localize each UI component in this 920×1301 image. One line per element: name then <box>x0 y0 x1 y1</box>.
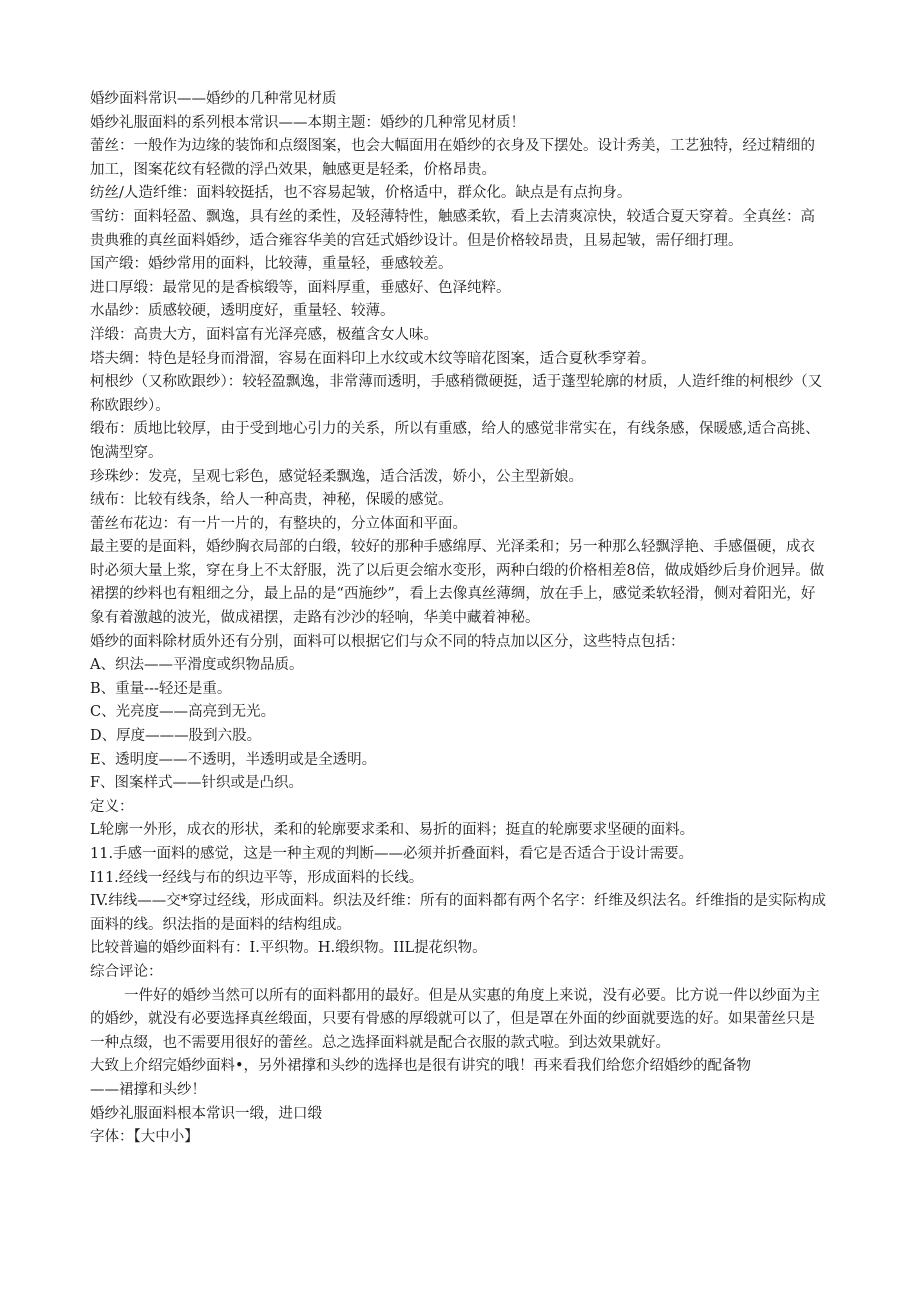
paragraph-features-intro: 婚纱的面料除材质外还有分别，面料可以根据它们与众不同的特点加以区分，这些特点包括： <box>90 633 685 650</box>
paragraph-lace-trim: 蕾丝布花边：有一片一片的，有整块的，分立体面和平面。 <box>90 515 467 532</box>
paragraph-crystal-yarn: 水晶纱：质感较硬，透明度好，重量轻、较薄。 <box>90 303 395 320</box>
definition-item-1: L轮廓一外形，成衣的形状，柔和的轮廓要求柔和、易折的面料；挺直的轮廓要求坚硬的面料。 <box>90 822 695 839</box>
review-paragraph: 一件好的婚纱当然可以所有的面料都用的最好。但是从实惠的角度上来说，没有必要。比方说一件以纱面为主的婚纱，就没有必要选择真丝缎面，只要有骨感的厚缎就可以了，但是罩在外面的纱面就要选的好。如果蕾丝只是一种点缀，也不需要用很好的蕾丝。总之选择面料就是配合衣服的款式啦。到达效果就好。 <box>90 987 820 1051</box>
paragraph-synthetic: 纺丝/人造纤维：面料较挺括，也不容易起皱，价格适中，群众化。缺点是有点拘身。 <box>90 185 632 202</box>
next-article-title: 婚纱礼服面料根本常识一缎，进口缎 <box>90 1105 322 1122</box>
closing-line-continued: ——裙撑和头纱！ <box>90 1081 206 1098</box>
list-item-f: F、图案样式——针织或是凸织。 <box>90 775 304 792</box>
paragraph-chiffon: 雪纺：面料轻盈、飘逸，具有丝的柔性，及轻薄特性，触感柔软，看上去清爽凉快，较适合夏天穿着。全真丝：高贵典雅的真丝面料婚纱，适合雍容华美的宫廷式婚纱设计。但是价格较昂贵，且易起皱，需仔细打理。 <box>90 208 815 249</box>
paragraph-western-satin: 洋缎：高贵大方，面料富有光泽亮感，极蕴含女人味。 <box>90 326 438 343</box>
list-item-e: E、透明度——不透明，半透明或是全透明。 <box>90 751 377 768</box>
definition-item-3: I11.经线一经线与布的织边平等，形成面料的长线。 <box>90 869 424 886</box>
list-item-a: A、织法——平滑度或织物品质。 <box>90 657 304 674</box>
subtitle: 婚纱礼服面料的系列根本常识——本期主题：婚纱的几种常见材质！ <box>90 114 525 131</box>
paragraph-pearl-yarn: 珍珠纱：发亮，呈观七彩色，感觉轻柔飘逸，适合活泼，娇小，公主型新娘。 <box>90 468 583 485</box>
paragraph-satin-cloth: 缎布：质地比较厚，由于受到地心引力的关系，所以有重感，给人的感觉非常实在，有线条感，保暖感,适合高挑、饱满型穿。 <box>90 421 820 461</box>
paragraph-imported-satin: 进口厚缎：最常见的是香槟缎等，面料厚重，垂感好、色泽纯粹。 <box>90 279 511 296</box>
list-item-c: C、光亮度——高亮到无光。 <box>90 704 276 721</box>
list-item-b: B、重量---轻还是重。 <box>90 680 232 697</box>
review-heading: 综合评论： <box>90 963 163 980</box>
paragraph-velvet: 绒布：比较有线条，给人一种高贵，神秘，保暖的感觉。 <box>90 492 453 509</box>
closing-line: 大致上介绍完婚纱面料•，另外裙撑和头纱的选择也是很有讲究的哦！再来看我们给您介绍婚纱的配备物 <box>90 1058 752 1075</box>
font-size-label: 字体：【大中小】 <box>90 1129 199 1146</box>
paragraph-domestic-satin: 国产缎：婚纱常用的面料，比较薄，重量轻，垂感较差。 <box>90 256 453 273</box>
paragraph-lace: 蕾丝：一般作为边缘的装饰和点缀图案，也会大幅面用在婚纱的衣身及下摆处。设计秀美，工艺独特，经过精细的加工，图案花纹有轻微的浮凸效果，触感更是轻柔，价格昂贵。 <box>90 138 815 178</box>
paragraph-organza: 柯根纱（又称欧跟纱）：较轻盈飘逸，非常薄而透明，手感稍微硬挺，适于蓬型轮廓的材质，人造纤维的柯根纱（又称欧跟纱）。 <box>90 374 823 414</box>
definition-item-2: 11.手感一面料的感觉，这是一种主观的判断——必须并折叠面料，看它是否适合于设计需要。 <box>90 846 694 862</box>
document-title: 婚纱面料常识——婚纱的几种常见材质 <box>90 91 337 107</box>
paragraph-taffeta: 塔夫绸：特色是轻身而滑溜，容易在面料印上水纹或木纹等暗花图案，适合夏秋季穿着。 <box>90 350 656 367</box>
common-fabrics: 比较普遍的婚纱面料有：I.平织物。H.缎织物。IIL提花织物。 <box>90 940 487 957</box>
document-body <box>90 88 828 1150</box>
definition-item-4: IV.纬线——交*穿过经线，形成面料。织法及纤维：所有的面料都有两个名字：纤维及织法名。纤维指的是实际构成面料的线。织法指的是面料的结构组成。 <box>90 893 827 933</box>
list-item-d: D、厚度———股到六股。 <box>90 728 262 745</box>
paragraph-main-fabric: 最主要的是面料，婚纱胸衣局部的白缎，较好的那种手感绵厚、光泽柔和；另一种那么轻飘浮艳、手感僵硬，成衣时必须大量上浆，穿在身上不太舒服，洗了以后更会缩水变形，两种白缎的价格相差8倍，做成婚纱后身价迥异。做裙摆的纱料也有粗细之分，最上品的是“西施纱”，看上去像真丝薄绸，放在手上，感觉柔软轻滑，侧对着阳光，好象有着激越的波光，做成裙摆，走路有沙沙的轻响，华美中藏着神秘。 <box>90 539 825 627</box>
definition-heading: 定义： <box>90 798 134 815</box>
